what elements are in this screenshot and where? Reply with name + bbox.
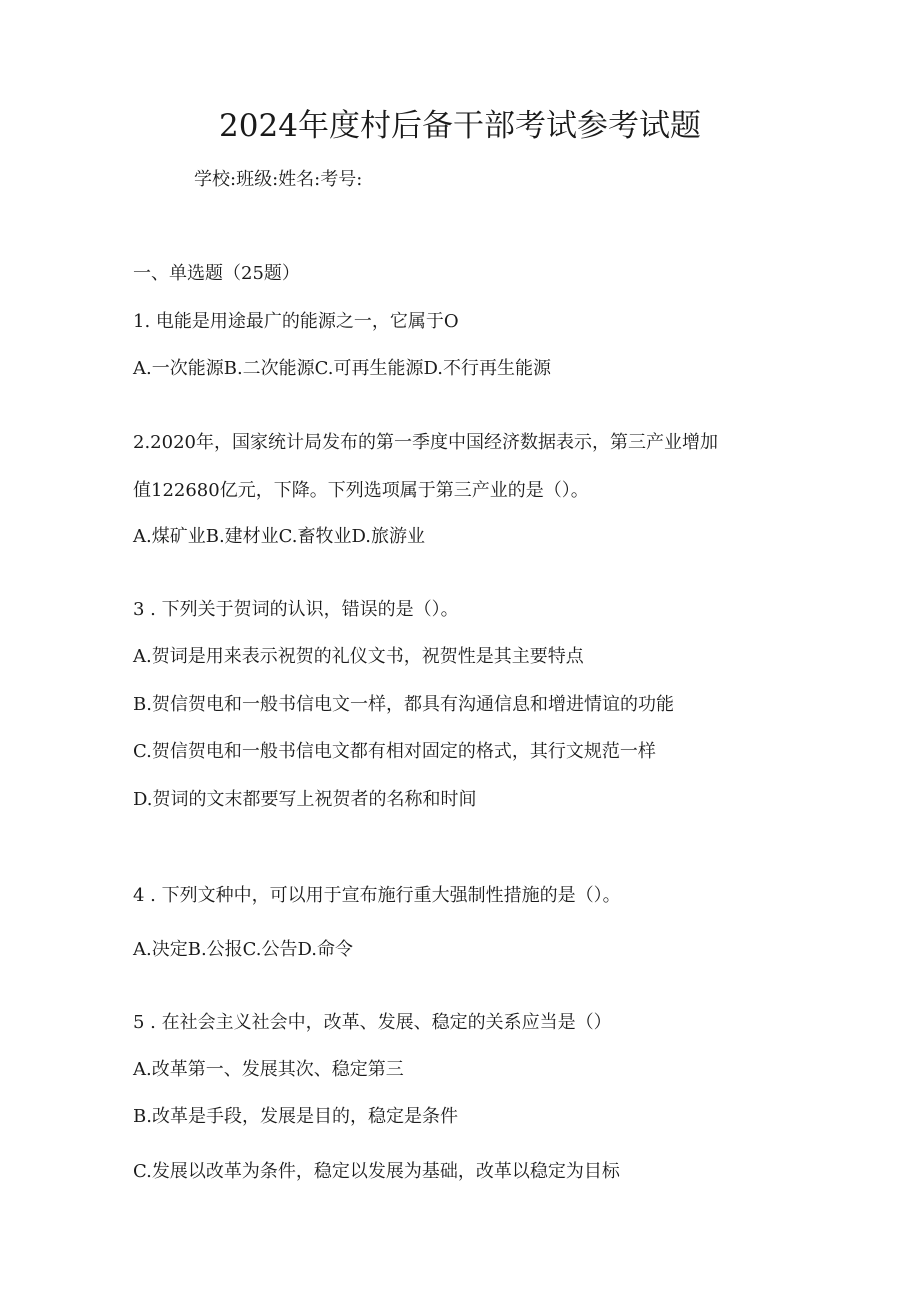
question-5-option-a: A.改革第一、发展其次、稳定第三: [133, 1059, 404, 1080]
question-1-stem: 1. 电能是用途最广的能源之一，它属于O: [133, 311, 459, 332]
question-1-options: A.一次能源B.二次能源C.可再生能源D.不行再生能源: [133, 358, 552, 379]
question-2-stem-line-2: 值122680亿元，下降。下列选项属于第三产业的是（）。: [133, 480, 589, 501]
section-heading: 一、单选题（25题）: [133, 263, 300, 284]
question-3-option-d: D.贺词的文末都要写上祝贺者的名称和时间: [133, 789, 477, 810]
question-3-option-c: C.贺信贺电和一般书信电文都有相对固定的格式，其行文规范一样: [133, 741, 656, 762]
student-info-line: 学校:班级:姓名:考号:: [194, 169, 363, 190]
document-title: 2024年度村后备干部考试参考试题: [219, 108, 701, 144]
question-3-option-a: A.贺词是用来表示祝贺的礼仪文书，祝贺性是其主要特点: [133, 646, 584, 667]
question-5-stem: 5 . 在社会主义社会中，改革、发展、稳定的关系应当是（）: [133, 1012, 612, 1033]
question-2-options: A.煤矿业B.建材业C.畜牧业D.旅游业: [133, 526, 426, 547]
question-4-stem: 4 . 下列文种中，可以用于宣布施行重大强制性措施的是（）。: [133, 885, 621, 906]
question-3-option-b: B.贺信贺电和一般书信电文一样，都具有沟通信息和增进情谊的功能: [133, 694, 674, 715]
question-3-stem: 3 . 下列关于贺词的认识，错误的是（）。: [133, 599, 459, 620]
question-2-stem-line-1: 2.2020年，国家统计局发布的第一季度中国经济数据表示，第三产业增加: [133, 432, 718, 453]
question-4-options: A.决定B.公报C.公告D.命令: [133, 939, 354, 960]
question-5-option-b: B.改革是手段，发展是目的，稳定是条件: [133, 1106, 458, 1127]
question-5-option-c: C.发展以改革为条件，稳定以发展为基础，改革以稳定为目标: [133, 1161, 620, 1182]
